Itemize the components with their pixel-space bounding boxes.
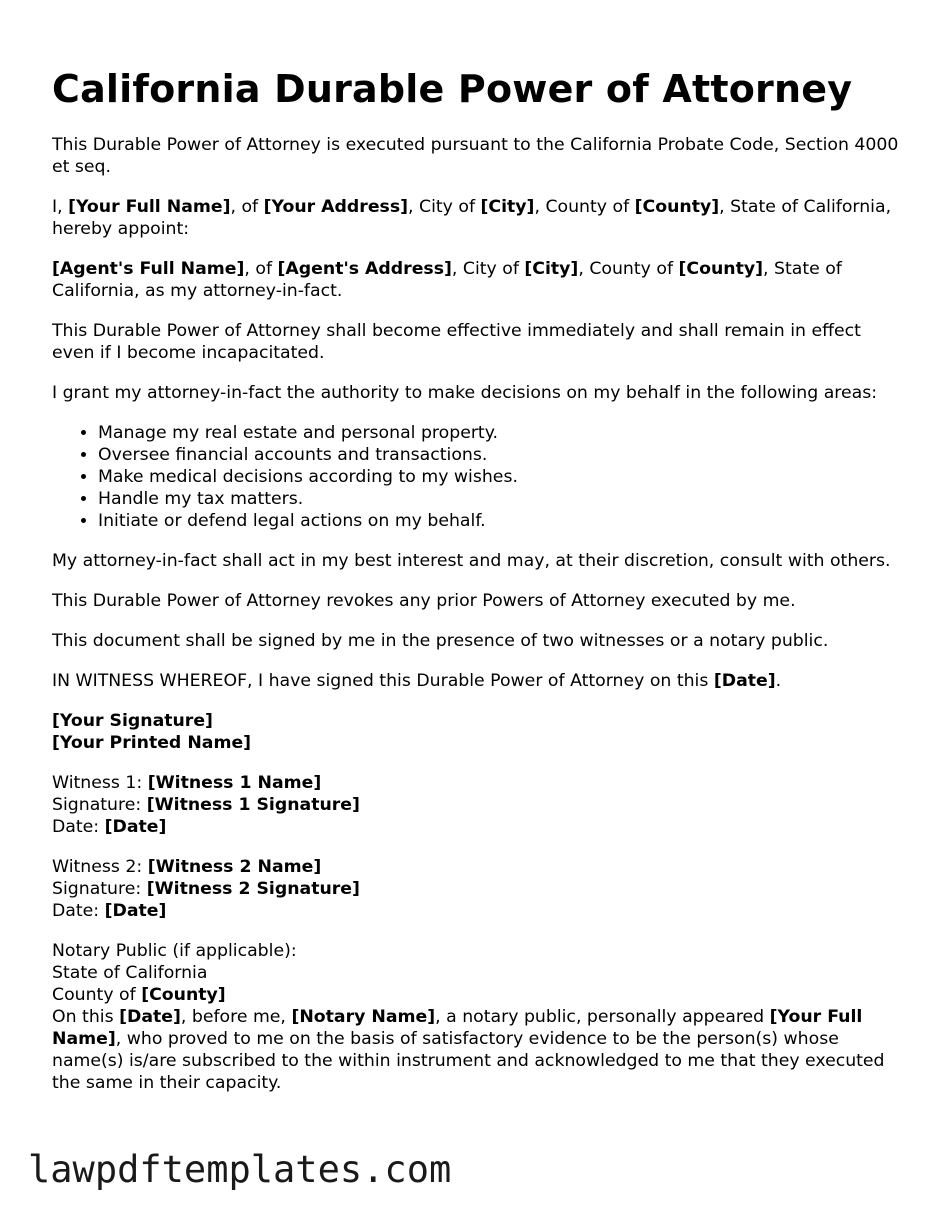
- witness-2-block: Witness 2: [Witness 2 Name] Signature: [Witness 2 Signature] Date: [Date]: [52, 857, 360, 921]
- principal-paragraph: I, [Your Full Name], of [Your Address], City of [City], County of [County], State of California, hereby appoint:: [52, 197, 892, 239]
- notary-heading: Notary Public (if applicable):: [52, 941, 297, 961]
- powers-list: [52, 422, 900, 532]
- signature-block: [52, 710, 900, 754]
- principal-city-field: [City]: [480, 197, 535, 217]
- your-printed-name-field: [Your Printed Name]: [52, 733, 252, 753]
- notary-block: Notary Public (if applicable): State of California County of [County] On this [Date], before me, [Notary Name], a notary public, personally appeared [Your Full Name], who proved to me on the basis of satisfactory evidence to be the person(s) whose name(s) is/are subscribed to the within instrument and acknowledged to me that they executed the same in their capacity.: [52, 941, 885, 1093]
- notary-state: State of California: [52, 963, 208, 983]
- witness-1-date-field: [Date]: [104, 817, 167, 837]
- notary-date-field: [Date]: [119, 1007, 181, 1027]
- agent-paragraph: [Agent's Full Name], of [Agent's Address], City of [City], County of [County], State of California, as my attorney-in-fact.: [52, 259, 842, 301]
- signing-paragraph: This document shall be signed by me in the presence of two witnesses or a notary public.: [52, 631, 829, 651]
- principal-name-field: [Your Full Name]: [68, 197, 231, 217]
- notary-county-field: [County]: [141, 985, 226, 1005]
- best-interest-paragraph: My attorney-in-fact shall act in my best interest and may, at their discretion, consult with others.: [52, 551, 891, 571]
- revokes-paragraph: This Durable Power of Attorney revokes any prior Powers of Attorney executed by me.: [52, 591, 796, 611]
- list-item: • Oversee financial accounts and transactions.: [98, 444, 900, 466]
- witness-2-date-field: [Date]: [104, 901, 167, 921]
- list-item: • Handle my tax matters.: [98, 488, 900, 510]
- notary-principal-name-field: [Your Full Name]: [52, 1007, 863, 1049]
- list-item: • Initiate or defend legal actions on my behalf.: [98, 510, 900, 532]
- list-item: • Make medical decisions according to my wishes.: [98, 466, 900, 488]
- document-page: [52, 66, 900, 1112]
- agent-name-field: [Agent's Full Name]: [52, 259, 245, 279]
- witness-1-block: Witness 1: [Witness 1 Name] Signature: [Witness 1 Signature] Date: [Date]: [52, 773, 360, 837]
- witness-1-name-field: [Witness 1 Name]: [147, 773, 322, 793]
- witness-2-signature-field: [Witness 2 Signature]: [146, 879, 360, 899]
- list-item: • Manage my real estate and personal property.: [98, 422, 900, 444]
- agent-address-field: [Agent's Address]: [277, 259, 452, 279]
- agent-county-field: [County]: [678, 259, 764, 279]
- witness-1-signature-field: [Witness 1 Signature]: [146, 795, 360, 815]
- notary-name-field: [Notary Name]: [291, 1007, 436, 1027]
- witness-2-name-field: [Witness 2 Name]: [147, 857, 322, 877]
- intro-paragraph: This Durable Power of Attorney is executed pursuant to the California Probate Code, Section 4000 et seq.: [52, 135, 899, 177]
- principal-address-field: [Your Address]: [263, 197, 409, 217]
- your-signature-field: [Your Signature]: [52, 711, 213, 731]
- witness-whereof-paragraph: IN WITNESS WHEREOF, I have signed this Durable Power of Attorney on this [Date].: [52, 671, 782, 691]
- watermark: lawpdftemplates.com: [28, 1148, 452, 1191]
- agent-city-field: [City]: [524, 259, 579, 279]
- effective-paragraph: This Durable Power of Attorney shall become effective immediately and shall remain in effect even if I become incapacitated.: [52, 321, 861, 363]
- document-title: California Durable Power of Attorney: [52, 67, 853, 111]
- principal-county-field: [County]: [634, 197, 720, 217]
- execution-date-field: [Date]: [713, 671, 776, 691]
- grant-paragraph: I grant my attorney-in-fact the authority to make decisions on my behalf in the following areas:: [52, 383, 878, 403]
